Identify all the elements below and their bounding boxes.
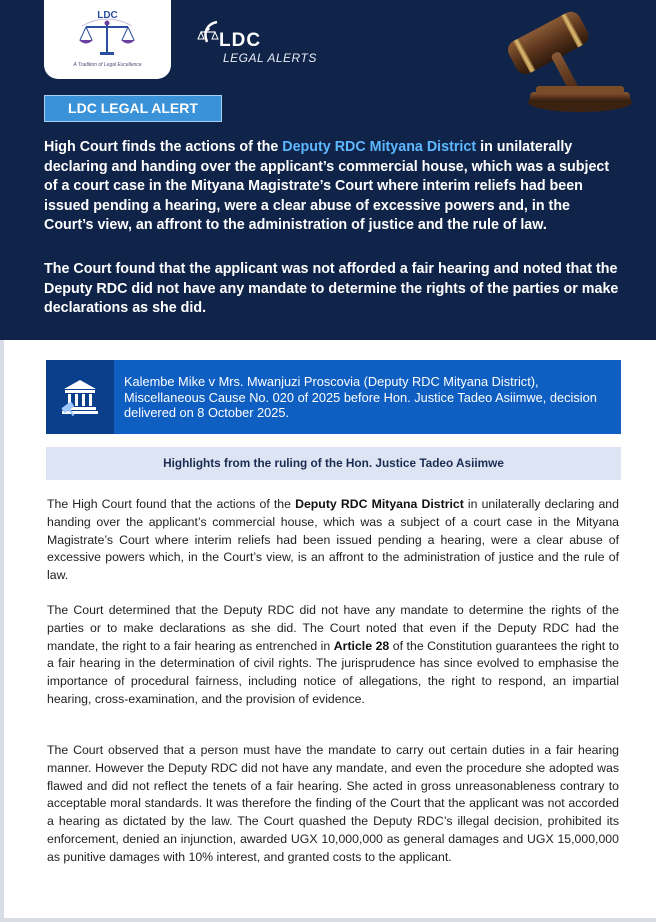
p2-text-b: of the Constitution guarantees the right to a fair hearing in the determination of civil rights. The jurisprudence has since evolved to emphasise the importance of procedural fairness, including notice of allegations, the right to respond, an impartial hearing, cross-examination, and the provision of evidence. xyxy=(47,638,619,706)
courthouse-gavel-icon xyxy=(60,377,100,417)
logo-title: LDC xyxy=(97,10,118,21)
legal-alert-badge-label: LDC LEGAL ALERT xyxy=(68,100,198,116)
headline-highlight: Deputy RDC Mityana District xyxy=(282,139,477,155)
scales-of-justice-icon xyxy=(76,18,138,60)
body-paragraph-3: The Court observed that a person must have the mandate to carry out certain duties in a fair hearing manner. However the Deputy RDC did not have any mandate, and even the procedure she adopted was flawed and did not reflect the tenets of a fair hearing. She acted in gross unreasonableness contrary to acceptable moral standards. It was therefore the finding of the Court that the applicant was not accorded a hearing as dictated by the law. The Court quashed the Deputy RDC’s illegal decision, prohibited its enforcement, denied an injunction, awarded UGX 10,000,000 as general damages and UGX 15,000,000 as punitive damages with 10% interest, and granted costs to the applicant. xyxy=(47,743,619,864)
ldc-logo xyxy=(44,0,171,79)
gavel-icon xyxy=(498,0,648,120)
p1-text-a: The High Court found that the actions of the xyxy=(47,497,296,511)
headline xyxy=(44,138,619,236)
body-paragraph-1 xyxy=(47,496,619,585)
headline-second: The Court found that the applicant was not afforded a fair hearing and noted that the Deputy RDC did not have any mandate to determine the rights of the parties or make declarations as she did. xyxy=(44,261,619,316)
brand-name: LDC xyxy=(219,30,262,51)
p1-bold: Deputy RDC Mityana District xyxy=(295,497,464,511)
case-citation: Kalembe Mike v Mrs. Mwanjuzi Proscovia (Deputy RDC Mityana District), Miscellaneous Cause No. 020 of 2025 before Hon. Justice Tadeo Asiimwe, decision delivered on 8 October 2025. xyxy=(124,374,597,420)
case-citation-box xyxy=(46,360,621,434)
highlights-heading xyxy=(46,447,621,480)
p1-text-b: in unilaterally declaring and handing over the applicant’s commercial house, which was a subject of a court case in the Mityana Magistrate’s Court where interim reliefs had been issued pending a hearing, were a clear abuse of excessive powers which, in the Court’s view, is an affront to the administration of justice and the rule of law. xyxy=(47,497,619,583)
headline-suffix: in unilaterally declaring and handing over the applicant’s commercial house, which was a subject of a court case in the Mityana Magistrate’s Court where interim reliefs had been issued pending a hearing, were a clear abuse of excessive powers and, in the Court’s view, an affront to the administration of justice and the rule of law. xyxy=(44,139,610,233)
logo-tagline: A Tradition of Legal Excellence xyxy=(73,62,142,68)
alert-header xyxy=(0,0,656,340)
legal-alert-badge xyxy=(44,95,222,122)
brand-subtitle: LEGAL ALERTS xyxy=(223,51,317,65)
ldc-legal-alerts-brand xyxy=(197,18,347,68)
p2-text-a: The Court determined that the Deputy RDC did not have any mandate to determine the rights of the parties or to make declarations as she did. The Court noted that even if the Deputy RDC had the mandate, the right to a fair hearing as entrenched in xyxy=(47,603,619,653)
highlights-title: Highlights from the ruling of the Hon. Justice Tadeo Asiimwe xyxy=(163,456,504,470)
body-paragraph-2 xyxy=(47,602,619,709)
p2-bold: Article 28 xyxy=(333,638,390,653)
case-icon-panel xyxy=(46,360,114,434)
headline-prefix: High Court finds the actions of the xyxy=(44,139,283,155)
